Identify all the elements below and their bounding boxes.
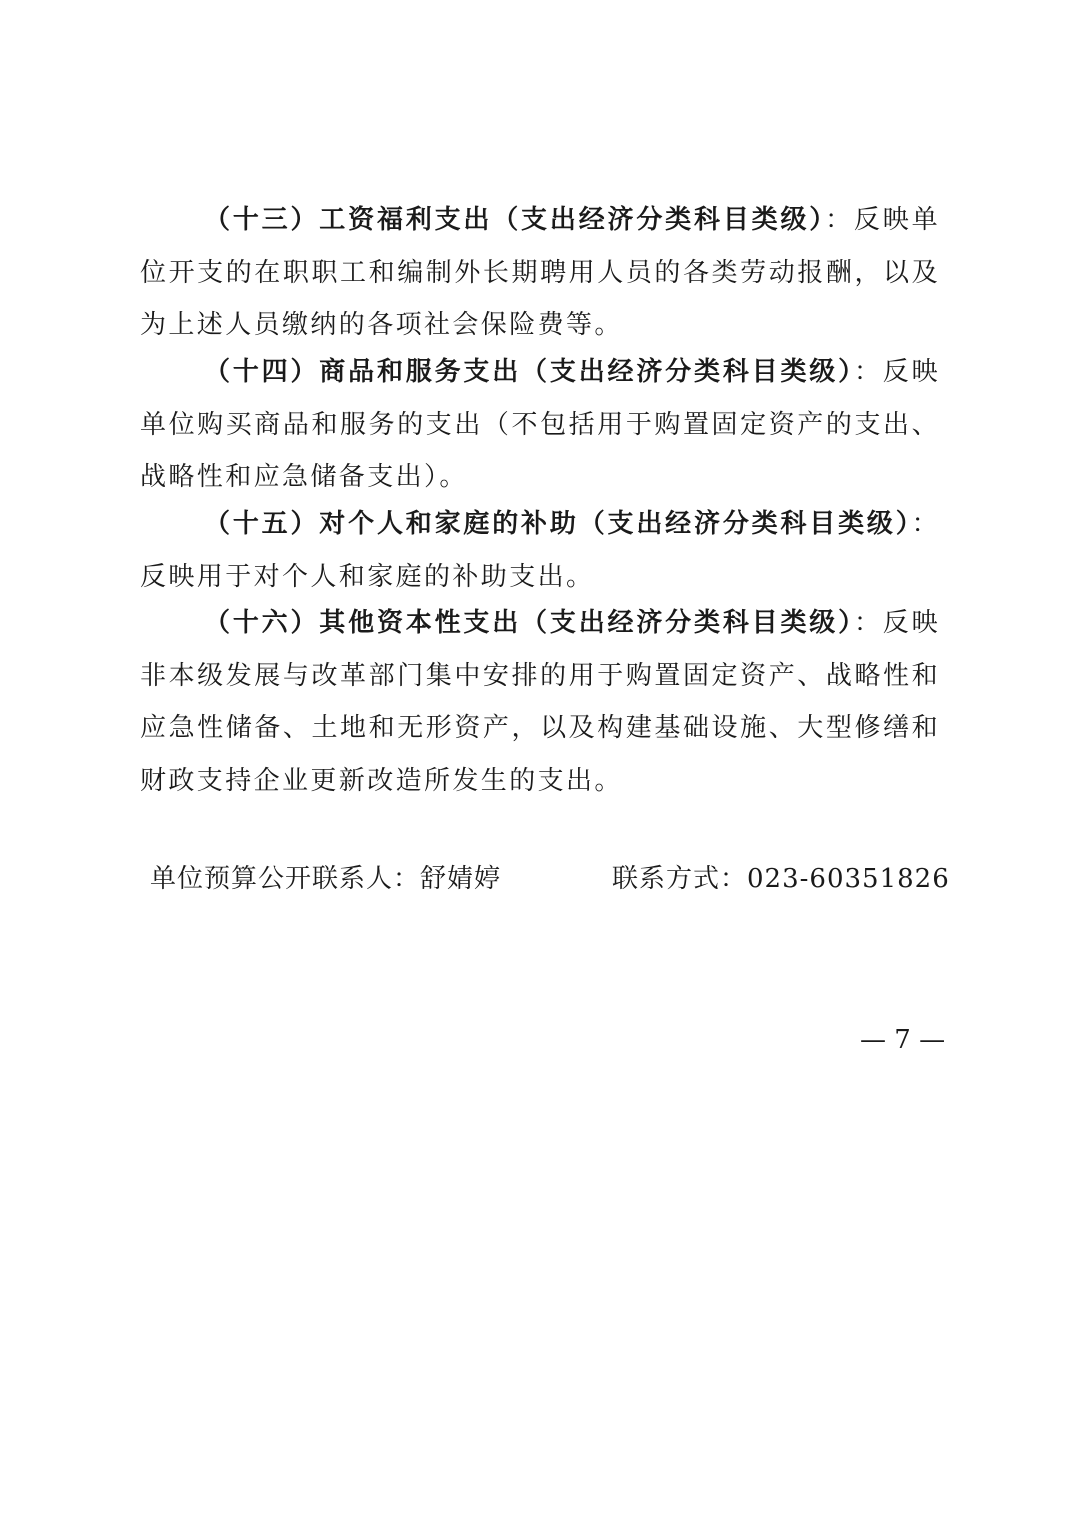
contact-phone-number: 023-60351826 <box>747 864 950 894</box>
contact-phone-label: 联系方式： <box>612 864 748 894</box>
paragraph-heading: （十三）工资福利支出（支出经济分类科目类级） <box>204 205 826 235</box>
contact-person <box>150 853 501 905</box>
contact-phone <box>612 853 950 905</box>
paragraph-other-capital <box>140 597 940 807</box>
paragraph-body: ：反映非本级发展与改革部门集中安排的用于购置固定资产、战略性和应急性储备、土地和无形资产，以及构建基础设施、大型修缮和财政支持企业更新改造所发生的支出。 <box>140 608 941 796</box>
page-number: — 7 — <box>860 1025 946 1055</box>
paragraph-body: ：反映单位购买商品和服务的支出（不包括用于购置固定资产的支出、战略性和应急储备支出）。 <box>140 357 941 492</box>
paragraph-wage-welfare <box>140 194 940 352</box>
contact-person-name: 舒婧婷 <box>420 864 502 894</box>
paragraph-heading: （十五）对个人和家庭的补助（支出经济分类科目类级） <box>204 509 912 539</box>
paragraph-household-subsidy <box>140 498 940 603</box>
paragraph-body: ：反映用于对个人和家庭的补助支出。 <box>140 509 940 592</box>
paragraph-goods-services <box>140 346 940 504</box>
paragraph-heading: （十四）商品和服务支出（支出经济分类科目类级） <box>204 357 854 387</box>
paragraph-heading: （十六）其他资本性支出（支出经济分类科目类级） <box>204 608 854 638</box>
contact-person-label: 单位预算公开联系人： <box>150 864 421 894</box>
paragraph-body: ：反映单位开支的在职职工和编制外长期聘用人员的各类劳动报酬，以及为上述人员缴纳的各项社会保险费等。 <box>140 205 940 340</box>
